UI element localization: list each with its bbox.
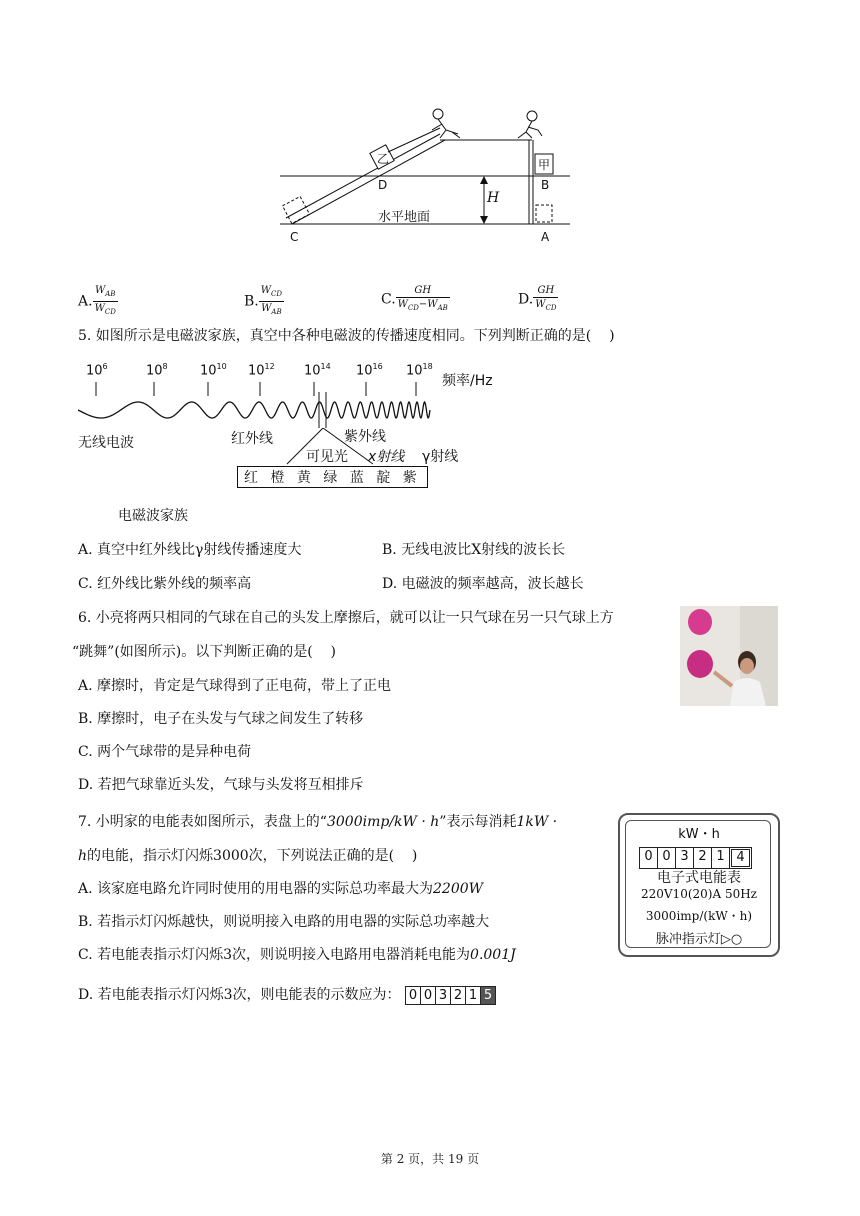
q5-option-a[interactable]: A. 真空中红外线比γ射线传播速度大 [78, 542, 302, 558]
q6-stem-line1: 6. 小亮将两只相同的气球在自己的头发上摩擦后，就可以让一只气球在另一只气球上方 [78, 610, 614, 626]
meter-spec-voltage: 220V10(20)A 50Hz [640, 887, 757, 901]
balloon-photo [680, 606, 778, 706]
q7-option-d[interactable]: D. 若电能表指示灯闪烁3次，则电能表的示数应为： 0 0 3 2 1 5 [78, 984, 496, 1005]
page-footer: 第 2 页，共 19 页 [380, 1152, 480, 1166]
em-family-caption: 电磁波家族 [118, 508, 188, 524]
label-c: C [290, 230, 299, 244]
q5-option-c[interactable]: C. 红外线比紫外线的频率高 [78, 576, 252, 592]
q7-option-a[interactable]: A. 该家庭电路允许同时使用的用电器的实际总功率最大为2200W [78, 881, 484, 897]
meter-unit: kW・h [678, 827, 720, 842]
label-a: A [541, 230, 550, 244]
q7-stem-line1: 7. 小明家的电能表如图所示，表盘上的“3000imp/kW · h”表示每消耗1kW · [78, 814, 558, 830]
freq-unit-label: 频率/Hz [442, 373, 493, 389]
meter-title: 电子式电能表 [657, 870, 741, 886]
radio-wave-label: 无线电波 [78, 435, 134, 451]
label-d: D [378, 178, 388, 192]
label-ground: 水平地面 [378, 210, 431, 225]
meter-pulse-indicator: 脉冲指示灯▷○ [655, 932, 743, 947]
visible-light-label: 可见光 [306, 449, 348, 465]
incline-figure [270, 100, 580, 250]
q7-stem-line2: h的电能，指示灯闪烁3000次，下列说法正确的是( ) [78, 848, 418, 864]
label-b: B [541, 178, 550, 192]
q7-option-c[interactable]: C. 若电能表指示灯闪烁3次，则说明接入电路用电器消耗电能为0.001J [78, 947, 516, 963]
q5-stem: 5. 如图所示是电磁波家族，真空中各种电磁波的传播速度相同。下列判断正确的是( ) [78, 328, 615, 344]
q5-option-d[interactable]: D. 电磁波的频率越高，波长越长 [382, 576, 584, 592]
q6-option-d[interactable]: D. 若把气球靠近头发，气球与头发将互相排斥 [78, 777, 364, 793]
q5-option-b[interactable]: B. 无线电波比X射线的波长长 [382, 542, 566, 558]
q6-stem-line2: “跳舞”(如图所示)。以下判断正确的是( ) [72, 644, 336, 660]
label-jia: 甲 [538, 158, 551, 172]
label-h: H [487, 190, 500, 206]
q4-option-b[interactable]: B. $\frac{W_{CD}}{W_{AB}}$ [244, 285, 282, 316]
electric-meter [618, 813, 780, 957]
visible-colors-box: 红 橙 黄 绿 蓝 靛 紫 [237, 466, 428, 488]
q6-option-c[interactable]: C. 两个气球带的是异种电荷 [78, 744, 252, 760]
q6-option-b[interactable]: B. 摩擦时，电子在头发与气球之间发生了转移 [78, 711, 364, 727]
ultraviolet-label: 紫外线 [344, 429, 386, 445]
meter-reading-answer: 0 0 3 2 1 5 [405, 986, 496, 1005]
meter-spec-imp: 3000imp/(kW・h) [645, 909, 753, 923]
q4-option-d[interactable]: D. $\frac{GH}{W_{CD}}$ [518, 285, 557, 312]
xray-label: x射线 [368, 449, 405, 465]
meter-digits: 0 0 3 2 1 4 [639, 847, 752, 869]
em-wave [78, 382, 438, 428]
em-spectrum-figure: $10^6$ $10^8$ $10^{10}$ $10^{12}$ $10^{14}$ $10^{16}$ $10^{18}$ 频率/Hz 无线电波 红外线 紫外线 可见光 x射线 γ射线 红 橙 黄 绿 蓝 靛 紫 [78, 362, 493, 486]
label-yi: 乙 [377, 152, 390, 166]
q4-option-c[interactable]: C. $\frac{GH}{W_{CD}-W_{AB}}$ [381, 285, 448, 312]
q6-option-a[interactable]: A. 摩擦时，肯定是气球得到了正电荷，带上了正电 [78, 678, 392, 694]
infrared-label: 红外线 [231, 431, 273, 447]
q7-option-b[interactable]: B. 若指示灯闪烁越快，则说明接入电路的用电器的实际总功率越大 [78, 914, 490, 930]
q4-option-a[interactable]: A. $\frac{W_{AB}}{W_{CD}}$ [78, 285, 116, 316]
gamma-label: γ射线 [422, 449, 459, 465]
